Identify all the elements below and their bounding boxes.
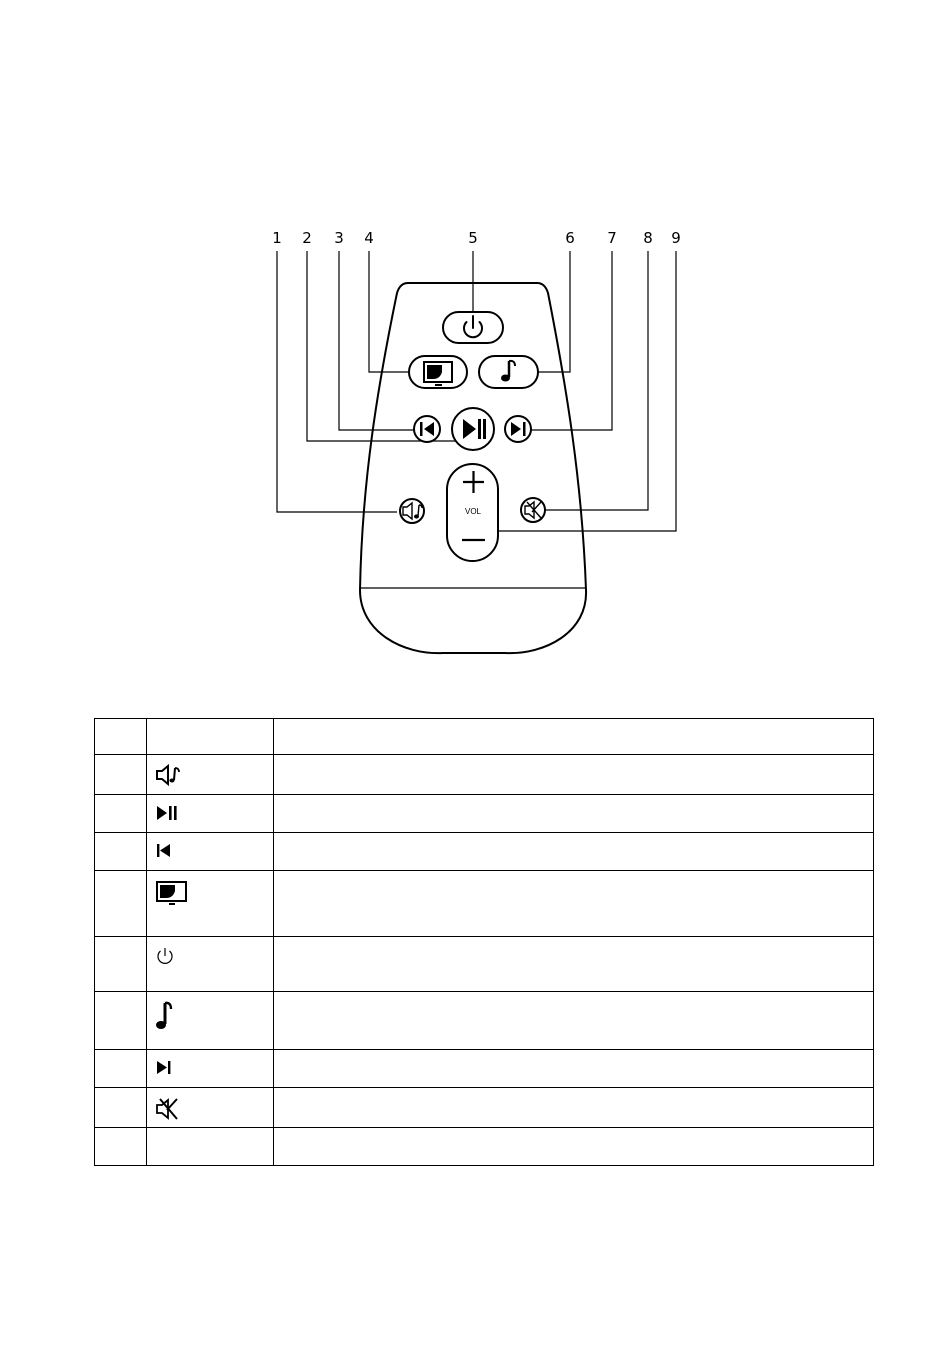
volume-rocker (447, 464, 498, 561)
row-description (274, 755, 874, 795)
table-row (95, 1128, 874, 1166)
row-description (274, 1050, 874, 1088)
table-row (95, 1088, 874, 1128)
speaker-music-icon (155, 764, 185, 786)
row-number (95, 937, 147, 992)
next-button[interactable] (505, 416, 531, 442)
header-cell-description (274, 719, 874, 755)
power-icon (155, 946, 175, 966)
row-number (95, 871, 147, 937)
next-track-icon (155, 1059, 175, 1077)
callout-number-6: 6 (565, 229, 575, 247)
previous-track-icon (155, 842, 175, 860)
previous-button[interactable] (414, 416, 440, 442)
table-header-row (95, 719, 874, 755)
row-description (274, 1088, 874, 1128)
row-icon-cell (147, 871, 274, 937)
table-row (95, 1050, 874, 1088)
callout-number-9: 9 (671, 229, 681, 247)
music-source-button[interactable] (479, 356, 538, 388)
music-note-icon (155, 1001, 175, 1031)
callout-number-2: 2 (302, 229, 312, 247)
row-icon-cell (147, 1128, 274, 1166)
row-number (95, 795, 147, 833)
header-cell-number (95, 719, 147, 755)
vol-label: VOL (464, 507, 482, 516)
callout-number-5: 5 (468, 229, 478, 247)
row-icon-cell (147, 1050, 274, 1088)
callout-number-3: 3 (334, 229, 344, 247)
callout-number-8: 8 (643, 229, 653, 247)
callout-numbers (272, 229, 681, 247)
row-icon-cell (147, 795, 274, 833)
row-icon-cell (147, 937, 274, 992)
row-number (95, 755, 147, 795)
button-key-table (94, 718, 874, 1166)
row-description (274, 992, 874, 1050)
row-icon-cell (147, 833, 274, 871)
sound-mode-button[interactable] (400, 499, 424, 523)
row-description (274, 937, 874, 992)
play-pause-button[interactable] (452, 408, 494, 450)
table-row (95, 992, 874, 1050)
row-icon-cell (147, 1088, 274, 1128)
callout-number-4: 4 (364, 229, 374, 247)
row-icon-cell (147, 992, 274, 1050)
table-row (95, 755, 874, 795)
row-number (95, 1050, 147, 1088)
row-number (95, 992, 147, 1050)
mute-icon (155, 1097, 181, 1121)
table-row (95, 795, 874, 833)
table-row (95, 833, 874, 871)
row-icon-cell (147, 755, 274, 795)
power-button[interactable] (443, 312, 503, 343)
play-pause-icon (155, 804, 181, 822)
row-description (274, 795, 874, 833)
row-description (274, 1128, 874, 1166)
row-description (274, 871, 874, 937)
callout-number-7: 7 (607, 229, 617, 247)
tv-source-button[interactable] (409, 356, 467, 388)
tv-icon (155, 880, 189, 908)
header-cell-icon (147, 719, 274, 755)
table-row (95, 871, 874, 937)
row-number (95, 833, 147, 871)
table-row (95, 937, 874, 992)
callout-number-1: 1 (272, 229, 282, 247)
mute-button[interactable] (521, 498, 545, 522)
row-number (95, 1088, 147, 1128)
row-number (95, 1128, 147, 1166)
row-description (274, 833, 874, 871)
